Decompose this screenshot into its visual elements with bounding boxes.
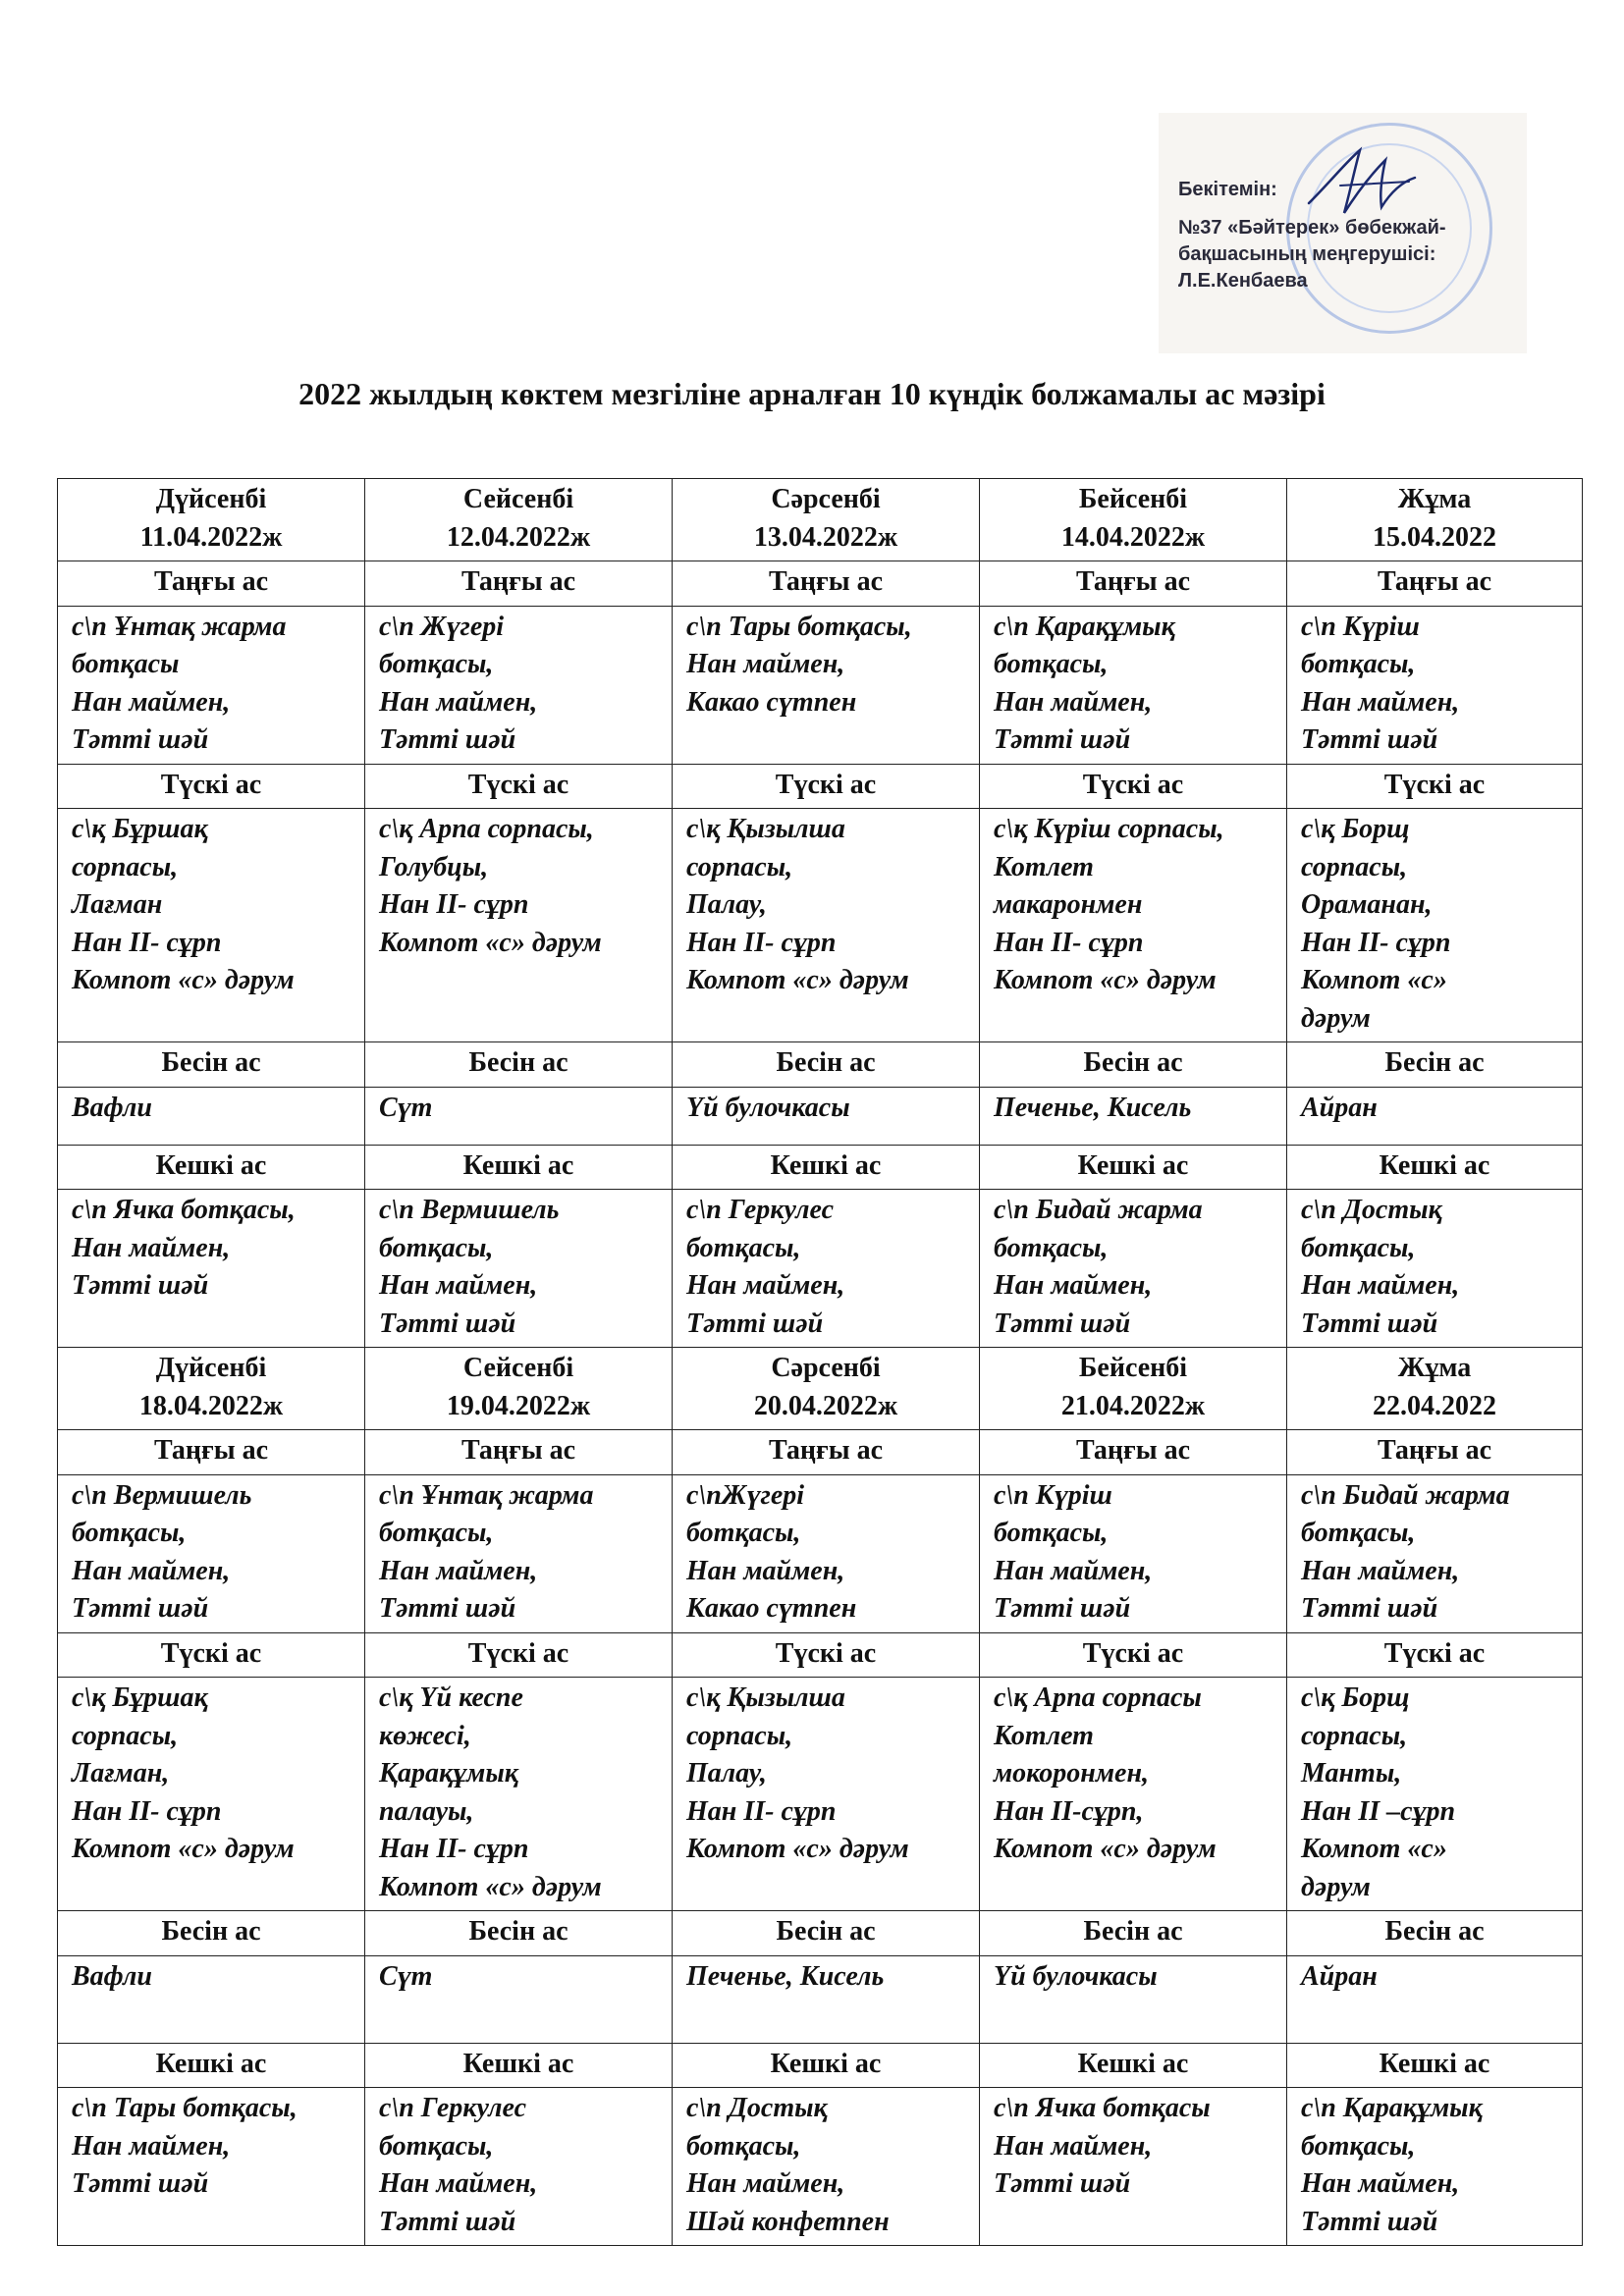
meal-label: Бесін ас	[673, 1042, 980, 1088]
meal-label: Кешкі ас	[58, 1145, 365, 1190]
meal-cell	[58, 1190, 365, 1348]
dish-line: Тәтті шәй	[1301, 2206, 1438, 2237]
dish-line: Компот «с» дәрум	[72, 1834, 295, 1864]
meal-cell	[673, 1087, 980, 1145]
meal-header-row	[58, 764, 1583, 809]
dish-line: с\п Қарақұмық	[994, 611, 1175, 642]
meal-cell	[673, 1955, 980, 2043]
dish-line: с\қ Бұршақ	[72, 814, 208, 844]
dish-line: Нан маймен,	[994, 1270, 1153, 1301]
meal-cell	[58, 1678, 365, 1911]
day-header-cell	[365, 1348, 673, 1430]
day-name: Бейсенбі	[1078, 484, 1188, 514]
dish-line: Тәтті шәй	[379, 724, 516, 755]
meal-label: Түскі ас	[673, 764, 980, 809]
dish-line: Тәтті шәй	[1301, 1308, 1438, 1339]
meal-cell	[365, 1474, 673, 1632]
dish-line: с\п Достық	[686, 2093, 828, 2123]
dish-line: Печенье, Кисель	[686, 1960, 885, 1992]
meal-label: Түскі ас	[980, 764, 1287, 809]
meal-label: Кешкі ас	[673, 2043, 980, 2088]
dish-line: ботқасы,	[379, 2130, 494, 2162]
dish-line: Тәтті шәй	[994, 2168, 1131, 2199]
dish-line: ботқасы,	[686, 2130, 801, 2162]
dish-line: Нан ІІ- сұрп	[379, 1834, 529, 1864]
dish-line: Нан ІІ- сұрп	[1301, 927, 1451, 958]
dish-line: с\п Күріш	[994, 1479, 1112, 1511]
meal-content-row	[58, 1474, 1583, 1632]
meal-label: Түскі ас	[1287, 1632, 1583, 1678]
dish-line: с\пЖүгері	[686, 1479, 805, 1511]
dish-line: Тәтті шәй	[72, 724, 209, 755]
meal-cell	[673, 606, 980, 764]
day-header-cell	[980, 1348, 1287, 1430]
meal-cell	[58, 1955, 365, 2043]
dish-line: Шәй конфетпен	[686, 2206, 890, 2237]
dish-line: палауы,	[379, 1795, 474, 1827]
dish-line: сорпасы,	[686, 851, 793, 882]
dish-line: с\п Бидай жарма	[1301, 1479, 1510, 1511]
meal-cell	[980, 1190, 1287, 1348]
meal-cell	[58, 606, 365, 764]
dish-line: с\п Ұнтақ жарма	[379, 1479, 594, 1511]
dish-line: ботқасы,	[994, 1518, 1109, 1548]
dish-line: ботқасы,	[379, 649, 494, 679]
dish-line: Компот «с» дәрум	[994, 1834, 1217, 1864]
meal-label: Бесін ас	[980, 1911, 1287, 1956]
meal-cell	[365, 1190, 673, 1348]
meal-label: Түскі ас	[58, 764, 365, 809]
dish-line: Нан ІІ- сұрп	[379, 889, 529, 920]
dish-line: дәрум	[1301, 1871, 1371, 1902]
meal-cell	[980, 2088, 1287, 2246]
approval-line: №37 «Бәйтерек» бөбекжай-	[1178, 217, 1446, 239]
meal-cell	[58, 809, 365, 1042]
dish-line: с\п Ячка ботқасы,	[72, 1195, 296, 1225]
dish-line: Какао сүтпен	[686, 686, 857, 718]
day-date: 12.04.2022ж	[446, 521, 591, 553]
meal-label: Бесін ас	[365, 1042, 673, 1088]
approval-stamp-block	[1159, 113, 1527, 353]
dish-line: дәрум	[1301, 1002, 1371, 1034]
dish-line: Вафли	[72, 1960, 152, 1992]
approval-line: Бекітемін:	[1178, 179, 1277, 200]
dish-line: ботқасы,	[1301, 649, 1416, 679]
meal-header-row	[58, 1430, 1583, 1475]
dish-line: с\п Тары ботқасы,	[686, 611, 912, 642]
dish-line: Тәтті шәй	[994, 1308, 1131, 1339]
meal-cell	[365, 1955, 673, 2043]
dish-line: Нан маймен,	[686, 649, 845, 679]
dish-line: Сүт	[379, 1960, 433, 1992]
day-header-row	[58, 1348, 1583, 1430]
day-header-cell	[673, 479, 980, 561]
dish-line: с\п Бидай жарма	[994, 1195, 1203, 1225]
dish-line: с\п Ячка ботқасы	[994, 2093, 1211, 2123]
day-header-row	[58, 479, 1583, 561]
dish-line: Палау,	[686, 889, 767, 920]
meal-cell	[673, 1678, 980, 1911]
dish-line: Компот «с» дәрум	[686, 1834, 909, 1864]
dish-line: с\қ Арпа сорпасы	[994, 1682, 1202, 1713]
day-name: Бейсенбі	[1078, 1353, 1188, 1383]
dish-line: Нан маймен,	[379, 1270, 538, 1301]
meal-label: Кешкі ас	[58, 2043, 365, 2088]
meal-label: Таңғы ас	[673, 1430, 980, 1475]
dish-line: Нан маймен,	[72, 1555, 231, 1586]
meal-label: Бесін ас	[58, 1042, 365, 1088]
dish-line: с\п Қарақұмық	[1301, 2093, 1483, 2123]
dish-line: Нан маймен,	[72, 686, 231, 718]
dish-line: с\п Вермишель	[379, 1195, 560, 1225]
dish-line: с\қ Қызылша	[686, 814, 845, 844]
dish-line: Компот «с»	[1301, 1834, 1447, 1864]
dish-line: Нан ІІ-сұрп,	[994, 1795, 1144, 1827]
dish-line: мокоронмен,	[994, 1758, 1150, 1789]
dish-line: Нан ІІ- сұрп	[994, 927, 1144, 958]
dish-line: ботқасы,	[994, 1232, 1109, 1263]
dish-line: с\п Достық	[1301, 1195, 1442, 1225]
meal-cell	[980, 1955, 1287, 2043]
day-name: Сәрсенбі	[771, 1353, 881, 1383]
day-name: Сәрсенбі	[771, 484, 881, 514]
day-name: Дүйсенбі	[155, 484, 267, 514]
meal-cell	[58, 1087, 365, 1145]
dish-line: ботқасы,	[994, 649, 1109, 679]
dish-line: ботқасы	[72, 649, 180, 679]
day-header-cell	[58, 1348, 365, 1430]
dish-line: макаронмен	[994, 889, 1143, 920]
day-name: Дүйсенбі	[155, 1353, 267, 1383]
day-date: 18.04.2022ж	[138, 1390, 284, 1421]
meal-cell	[1287, 809, 1583, 1042]
meal-label: Таңғы ас	[365, 561, 673, 607]
dish-line: Компот «с» дәрум	[994, 965, 1217, 995]
dish-line: сорпасы,	[72, 1720, 179, 1751]
dish-line: Нан маймен,	[72, 1232, 231, 1263]
day-date: 21.04.2022ж	[1060, 1390, 1206, 1421]
dish-line: Манты,	[1301, 1758, 1402, 1789]
dish-line: Нан ІІ- сұрп	[686, 1795, 837, 1827]
dish-line: Вафли	[72, 1092, 152, 1123]
dish-line: Компот «с» дәрум	[379, 1871, 602, 1902]
meal-label: Таңғы ас	[1287, 1430, 1583, 1475]
dish-line: с\п Вермишель	[72, 1479, 252, 1511]
dish-line: Үй булочкасы	[994, 1960, 1158, 1992]
meal-label: Бесін ас	[980, 1042, 1287, 1088]
dish-line: Нан маймен,	[72, 2130, 231, 2162]
meal-cell	[365, 809, 673, 1042]
meal-label: Түскі ас	[980, 1632, 1287, 1678]
meal-content-row	[58, 1955, 1583, 2043]
meal-label: Бесін ас	[365, 1911, 673, 1956]
meal-cell	[673, 809, 980, 1042]
dish-line: Нан маймен,	[379, 2168, 538, 2199]
dish-line: Нан маймен,	[379, 686, 538, 718]
dish-line: Тәтті шәй	[72, 1270, 209, 1301]
dish-line: Нан ІІ –сұрп	[1301, 1795, 1456, 1827]
dish-line: ботқасы,	[72, 1518, 187, 1548]
meal-cell	[1287, 606, 1583, 764]
day-date: 22.04.2022	[1373, 1390, 1496, 1421]
dish-line: сорпасы,	[1301, 1720, 1408, 1751]
dish-line: с\п Тары ботқасы,	[72, 2093, 298, 2123]
meal-header-row	[58, 561, 1583, 607]
meal-cell	[365, 1087, 673, 1145]
dish-line: Нан ІІ- сұрп	[72, 1795, 222, 1827]
meal-label: Таңғы ас	[980, 1430, 1287, 1475]
dish-line: Ораманан,	[1301, 889, 1433, 920]
meal-cell	[1287, 1678, 1583, 1911]
meal-cell	[673, 1474, 980, 1632]
dish-line: Палау,	[686, 1758, 767, 1789]
dish-line: ботқасы,	[686, 1232, 801, 1263]
meal-header-row	[58, 1911, 1583, 1956]
day-date: 20.04.2022ж	[753, 1390, 898, 1421]
dish-line: ботқасы,	[686, 1518, 801, 1548]
day-date: 14.04.2022ж	[1060, 521, 1206, 553]
meal-label: Бесін ас	[673, 1911, 980, 1956]
meal-cell	[365, 606, 673, 764]
day-name: Жұма	[1397, 484, 1472, 514]
dish-line: с\п Геркулес	[379, 2093, 527, 2123]
dish-line: Үй булочкасы	[686, 1092, 850, 1123]
dish-line: Печенье, Кисель	[994, 1092, 1192, 1123]
dish-line: Нан ІІ- сұрп	[72, 927, 222, 958]
meal-cell	[365, 2088, 673, 2246]
dish-line: Голубцы,	[379, 851, 489, 882]
meal-cell	[1287, 1955, 1583, 2043]
dish-line: Нан маймен,	[379, 1555, 538, 1586]
menu-table	[57, 478, 1583, 2246]
dish-line: ботқасы,	[379, 1232, 494, 1263]
meal-content-row	[58, 606, 1583, 764]
dish-line: ботқасы,	[379, 1518, 494, 1548]
meal-cell	[1287, 1190, 1583, 1348]
dish-line: Тәтті шәй	[379, 2206, 516, 2237]
meal-label: Бесін ас	[1287, 1042, 1583, 1088]
meal-label: Кешкі ас	[1287, 2043, 1583, 2088]
dish-line: с\қ Қызылша	[686, 1682, 845, 1713]
dish-line: с\п Күріш	[1301, 611, 1420, 642]
meal-cell	[58, 2088, 365, 2246]
meal-cell	[1287, 2088, 1583, 2246]
dish-line: Тәтті шәй	[379, 1593, 516, 1624]
dish-line: Нан маймен,	[1301, 2168, 1460, 2199]
meal-label: Таңғы ас	[673, 561, 980, 607]
dish-line: Тәтті шәй	[994, 1593, 1131, 1624]
meal-cell	[1287, 1474, 1583, 1632]
dish-line: Тәтті шәй	[994, 724, 1131, 755]
dish-line: Қарақұмық	[379, 1758, 518, 1789]
meal-header-row	[58, 1632, 1583, 1678]
dish-line: с\п Ұнтақ жарма	[72, 611, 287, 642]
dish-line: Котлет	[994, 1720, 1094, 1751]
dish-line: Нан маймен,	[1301, 1555, 1460, 1586]
day-date: 19.04.2022ж	[446, 1390, 591, 1421]
meal-header-row	[58, 1145, 1583, 1190]
day-name: Жұма	[1397, 1353, 1472, 1383]
day-date: 15.04.2022	[1373, 521, 1496, 553]
dish-line: с\қ Үй кеспе	[379, 1682, 523, 1713]
meal-label: Кешкі ас	[673, 1145, 980, 1190]
meal-label: Таңғы ас	[58, 1430, 365, 1475]
dish-line: көжесі,	[379, 1720, 471, 1751]
meal-label: Түскі ас	[365, 1632, 673, 1678]
dish-line: Тәтті шәй	[686, 1308, 824, 1339]
day-date: 13.04.2022ж	[753, 521, 898, 553]
meal-cell	[980, 1087, 1287, 1145]
dish-line: с\п Жүгері	[379, 611, 505, 642]
dish-line: Компот «с» дәрум	[72, 965, 295, 995]
dish-line: Лағман,	[72, 1758, 170, 1789]
dish-line: Нан ІІ- сұрп	[686, 927, 837, 958]
dish-line: с\қ Арпа сорпасы,	[379, 814, 594, 844]
meal-label: Түскі ас	[673, 1632, 980, 1678]
day-name: Сейсенбі	[462, 1353, 574, 1383]
day-header-cell	[673, 1348, 980, 1430]
meal-cell	[980, 1678, 1287, 1911]
meal-content-row	[58, 809, 1583, 1042]
dish-line: Айран	[1301, 1092, 1378, 1123]
dish-line: с\қ Бұршақ	[72, 1682, 208, 1713]
meal-label: Түскі ас	[1287, 764, 1583, 809]
day-header-cell	[365, 479, 673, 561]
dish-line: Тәтті шәй	[379, 1308, 516, 1339]
day-date: 11.04.2022ж	[139, 521, 283, 553]
dish-line: ботқасы,	[1301, 1518, 1416, 1548]
dish-line: Компот «с» дәрум	[686, 965, 909, 995]
meal-content-row	[58, 2088, 1583, 2246]
meal-label: Кешкі ас	[365, 1145, 673, 1190]
dish-line: Нан маймен,	[1301, 686, 1460, 718]
meal-cell	[980, 1474, 1287, 1632]
dish-line: с\қ Борщ	[1301, 1682, 1410, 1713]
meal-cell	[980, 606, 1287, 764]
dish-line: с\п Геркулес	[686, 1195, 835, 1225]
dish-line: Нан маймен,	[686, 2168, 845, 2199]
day-header-cell	[980, 479, 1287, 561]
meal-cell	[673, 1190, 980, 1348]
meal-label: Бесін ас	[58, 1911, 365, 1956]
dish-line: Тәтті шәй	[1301, 1593, 1438, 1624]
meal-cell	[58, 1474, 365, 1632]
document-title: 2022 жылдың көктем мезгіліне арналған 10 күндік болжамалы ас мәзірі	[298, 376, 1326, 411]
meal-label: Түскі ас	[58, 1632, 365, 1678]
meal-cell	[365, 1678, 673, 1911]
dish-line: Сүт	[379, 1092, 433, 1123]
meal-label: Кешкі ас	[980, 1145, 1287, 1190]
meal-label: Кешкі ас	[980, 2043, 1287, 2088]
meal-label: Таңғы ас	[365, 1430, 673, 1475]
meal-label: Таңғы ас	[980, 561, 1287, 607]
dish-line: Лағман	[72, 889, 163, 920]
approval-line: Л.Е.Кенбаева	[1178, 270, 1308, 292]
dish-line: Компот «с» дәрум	[379, 927, 602, 958]
dish-line: Нан маймен,	[994, 2130, 1153, 2162]
dish-line: сорпасы,	[686, 1720, 793, 1751]
meal-header-row	[58, 2043, 1583, 2088]
dish-line: Тәтті шәй	[72, 1593, 209, 1624]
day-header-cell	[1287, 479, 1583, 561]
meal-header-row	[58, 1042, 1583, 1088]
dish-line: Нан маймен,	[994, 1555, 1153, 1586]
meal-label: Түскі ас	[365, 764, 673, 809]
dish-line: Айран	[1301, 1960, 1378, 1992]
meal-content-row	[58, 1190, 1583, 1348]
day-header-cell	[58, 479, 365, 561]
dish-line: сорпасы,	[72, 851, 179, 882]
dish-line: с\қ Борщ	[1301, 814, 1410, 844]
meal-content-row	[58, 1678, 1583, 1911]
meal-cell	[980, 809, 1287, 1042]
dish-line: ботқасы,	[1301, 2130, 1416, 2162]
dish-line: Какао сүтпен	[686, 1593, 857, 1624]
day-header-cell	[1287, 1348, 1583, 1430]
meal-cell	[673, 2088, 980, 2246]
day-name: Сейсенбі	[462, 484, 574, 514]
meal-cell	[1287, 1087, 1583, 1145]
approval-text	[1178, 177, 1446, 294]
approval-line: бақшасының меңгерушісі:	[1178, 243, 1436, 265]
meal-label: Бесін ас	[1287, 1911, 1583, 1956]
dish-line: Котлет	[994, 851, 1094, 882]
meal-label: Таңғы ас	[1287, 561, 1583, 607]
dish-line: Тәтті шәй	[72, 2168, 209, 2199]
dish-line: Нан маймен,	[1301, 1270, 1460, 1301]
dish-line: ботқасы,	[1301, 1232, 1416, 1263]
meal-label: Таңғы ас	[58, 561, 365, 607]
dish-line: Нан маймен,	[686, 1270, 845, 1301]
dish-line: Нан маймен,	[994, 686, 1153, 718]
dish-line: сорпасы,	[1301, 851, 1408, 882]
meal-label: Кешкі ас	[1287, 1145, 1583, 1190]
dish-line: с\қ Күріш сорпасы,	[994, 814, 1224, 844]
meal-content-row	[58, 1087, 1583, 1145]
dish-line: Нан маймен,	[686, 1555, 845, 1586]
meal-label: Кешкі ас	[365, 2043, 673, 2088]
dish-line: Тәтті шәй	[1301, 724, 1438, 755]
dish-line: Компот «с»	[1301, 965, 1447, 995]
